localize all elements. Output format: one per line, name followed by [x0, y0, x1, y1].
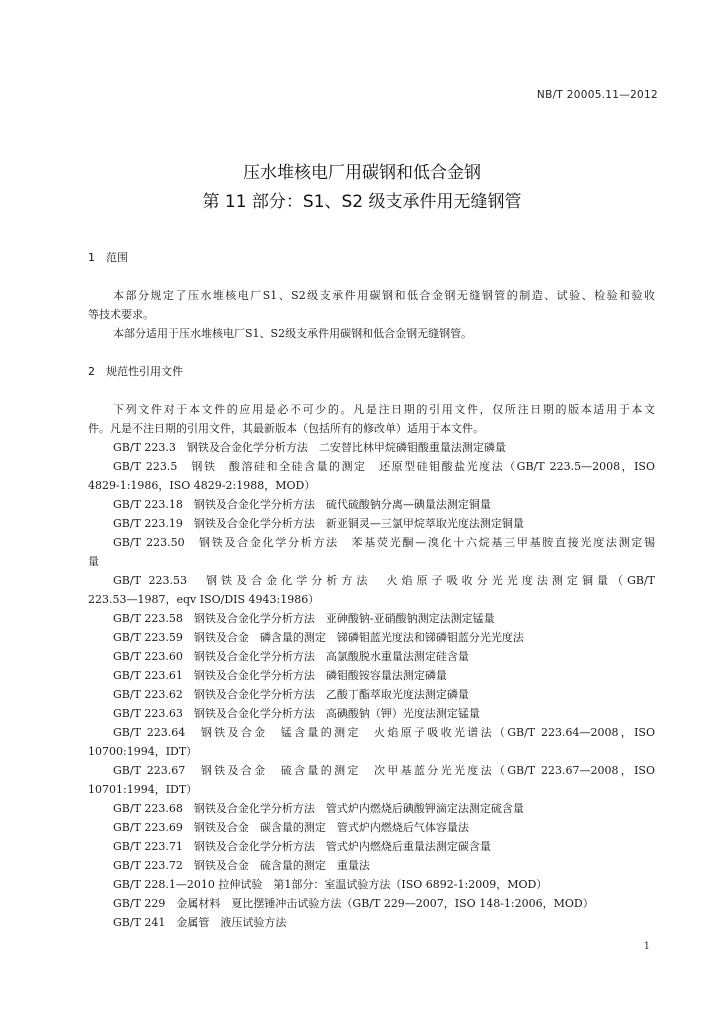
reference-entry: GB/T 223.61 钢铁及合金化学分析方法 磷钼酸铵容量法测定磷量 [113, 669, 447, 682]
standard-code: NB/T 20005.11—2012 [536, 89, 658, 101]
reference-entry: GB/T 223.60 钢铁及合金化学分析方法 高氯酸脱水重量法测定硅含量 [113, 650, 469, 663]
section-1-heading [88, 249, 128, 265]
reference-entry: GB/T 223.62 钢铁及合金化学分析方法 乙酸丁酯萃取光度法测定磷量 [113, 688, 469, 701]
document-title-line-1: 压水堆核电厂用碳钢和低合金钢 [243, 163, 481, 183]
reference-entry: GB/T 229 金属材料 夏比摆锤冲击试验方法（GB/T 229—2007，ISO 148-1:2006，MOD） [113, 897, 594, 910]
reference-entry: GB/T 223.19 钢铁及合金化学分析方法 新亚铜灵—三氯甲烷萃取光度法测定铜量 [113, 517, 524, 530]
page-number: 1 [643, 941, 650, 952]
document-title-line-2: 第 11 部分：S1、S2 级支承件用无缝钢管 [202, 192, 522, 212]
section-1-paragraph-line: 等技术要求。 [88, 308, 154, 321]
reference-entry: GB/T 223.58 钢铁及合金化学分析方法 亚砷酸钠-亚硝酸钠测定法测定锰量 [113, 612, 495, 625]
section-1-paragraph-line: 本部分规定了压水堆核电厂S1、S2级支承件用碳钢和低合金钢无缝钢管的制造、试验、检验和验收 [113, 289, 655, 302]
reference-entry: GB/T 241 金属管 液压试验方法 [113, 916, 287, 929]
section-2-number: 2 [88, 365, 95, 378]
reference-entry: GB/T 223.69 钢铁及合金 碳含量的测定 管式炉内燃烧后气体容量法 [113, 821, 469, 834]
reference-entry: GB/T 223.68 钢铁及合金化学分析方法 管式炉内燃烧后碘酸钾滴定法测定硫含量 [113, 802, 524, 815]
reference-entry: GB/T 223.71 钢铁及合金化学分析方法 管式炉内燃烧后重量法测定碳含量 [113, 840, 491, 853]
reference-entry-continuation: 10701:1994，IDT） [88, 783, 198, 796]
reference-entry-continuation: 4829-1:1986，ISO 4829-2:1988，MOD） [88, 479, 316, 492]
reference-entry: GB/T 228.1—2010 拉伸试验 第1部分：室温试验方法（ISO 6892-1:2009，MOD） [113, 878, 548, 891]
reference-entry: GB/T 223.59 钢铁及合金 磷含量的测定 锑磷钼蓝光度法和锑磷钼蓝分光光度法 [113, 631, 524, 644]
reference-entry-continuation: 量 [88, 555, 99, 568]
section-2-heading [88, 363, 183, 379]
section-2-line: 下列文件对于本文件的应用是必不可少的。凡是注日期的引用文件，仅所注日期的版本适用于本文 [113, 403, 655, 416]
reference-entry: GB/T 223.18 钢铁及合金化学分析方法 硫代硫酸钠分离—碘量法测定铜量 [113, 498, 491, 511]
reference-entry: GB/T 223.50 钢铁及合金化学分析方法 苯基荧光酮—溴化十六烷基三甲基胺直接光度法测定锡 [113, 536, 655, 549]
reference-entry: GB/T 223.63 钢铁及合金化学分析方法 高碘酸钠（钾）光度法测定锰量 [113, 707, 480, 720]
section-2-line: 件。凡是不注日期的引用文件，其最新版本（包括所有的修改单）适用于本文件。 [88, 422, 484, 435]
reference-entry: GB/T 223.64 钢铁及合金 锰含量的测定 火焰原子吸收光谱法（GB/T 223.64—2008，ISO [113, 726, 655, 739]
section-1-paragraph-line: 本部分适用于压水堆核电厂S1、S2级支承件用碳钢和低合金钢无缝钢管。 [113, 327, 473, 340]
reference-entry: GB/T 223.72 钢铁及合金 硫含量的测定 重量法 [113, 859, 370, 872]
reference-entry: GB/T 223.53 钢铁及合金化学分析方法 火焰原子吸收分光光度法测定铜量（GB/T [113, 574, 655, 587]
section-2-title: 规范性引用文件 [106, 365, 183, 378]
reference-entry-continuation: 223.53—1987，eqv ISO/DIS 4943:1986） [88, 593, 320, 606]
reference-entry: GB/T 223.5 钢铁 酸溶硅和全硅含量的测定 还原型硅钼酸盐光度法（GB/T 223.5—2008，ISO [113, 460, 655, 473]
section-1-number: 1 [88, 251, 95, 264]
reference-entry: GB/T 223.3 钢铁及合金化学分析方法 二安替比林甲烷磷钼酸重量法测定磷量 [113, 441, 506, 454]
section-1-title: 范围 [106, 251, 128, 264]
reference-entry: GB/T 223.67 钢铁及合金 硫含量的测定 次甲基蓝分光光度法（GB/T 223.67—2008，ISO [113, 764, 655, 777]
reference-entry-continuation: 10700:1994，IDT） [88, 745, 198, 758]
